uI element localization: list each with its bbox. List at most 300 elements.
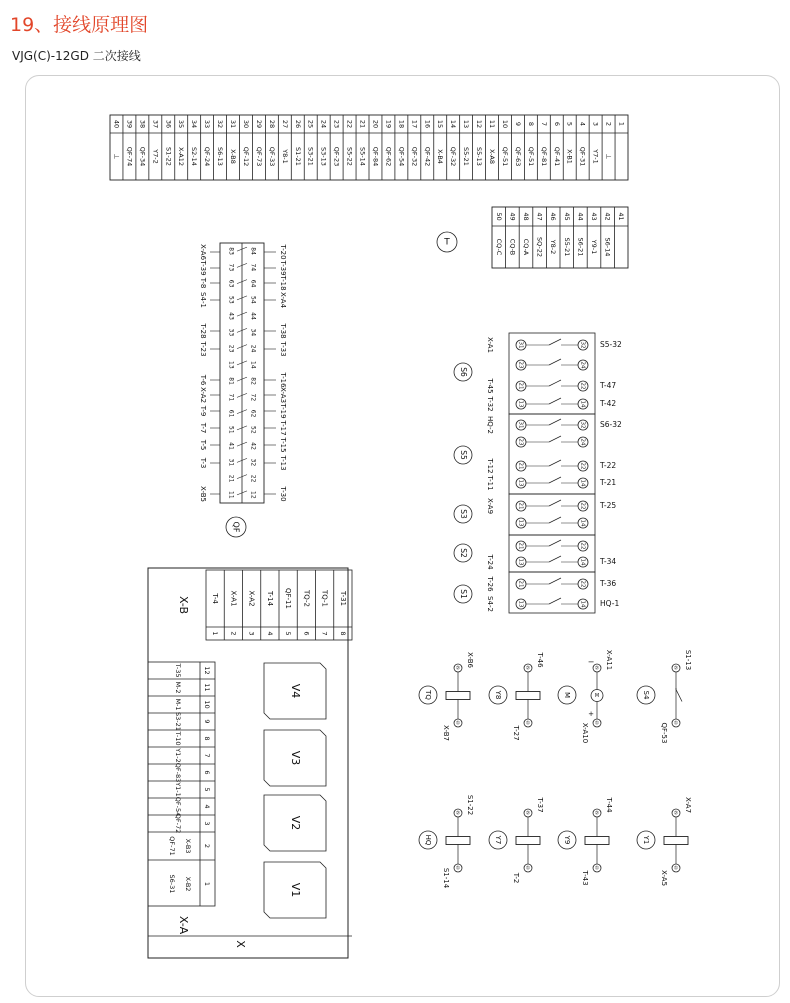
switch-right-label: S6-32 — [600, 420, 622, 429]
coil-terminal-number: ① — [455, 720, 461, 727]
strip-label: CQ-C — [494, 238, 503, 256]
xa-label: X-B2 — [184, 876, 192, 892]
polarity: − — [587, 657, 595, 667]
strip-label: ⊥ — [112, 153, 121, 160]
qf-contact-number: 64 — [249, 279, 257, 288]
switch-right-label: T-25 — [600, 501, 617, 510]
switch-contact — [549, 500, 561, 506]
qf-contact-number: 54 — [249, 296, 257, 304]
switch-block — [509, 494, 595, 535]
qf-contact-number: 81 — [227, 377, 235, 385]
strip-number: 11 — [488, 119, 497, 129]
x-name: X — [234, 940, 247, 948]
coil-bottom-label: T-2 — [512, 872, 520, 884]
strip-label: QF-24 — [203, 146, 212, 167]
switch-right-label: T-47 — [600, 381, 617, 390]
strip-label: QF-54 — [397, 146, 406, 167]
xb-number: 3 — [247, 631, 256, 636]
strip-label: QF-32 — [449, 146, 458, 167]
coil-top-label: T-46 — [536, 652, 544, 668]
xb-number: 2 — [229, 631, 238, 636]
varistor-label: V4 — [289, 683, 302, 699]
coil-body — [664, 837, 688, 845]
qf-left-label: T-3 — [199, 457, 207, 469]
strip-number: 22 — [345, 119, 354, 129]
strip-label: CQ-A — [522, 238, 530, 256]
strip-number: 47 — [535, 212, 544, 221]
strip-number: 27 — [280, 119, 289, 129]
coil-terminal-number: ② — [673, 665, 679, 672]
strip-number: 41 — [617, 212, 626, 221]
varistor-label: V3 — [289, 750, 302, 766]
switch-right-label: T-21 — [600, 478, 617, 487]
xb-label: X-A2 — [247, 590, 256, 607]
xa-label: Y1-2 — [174, 748, 182, 763]
strip-number: 15 — [436, 119, 445, 129]
coil-terminal-number: ② — [594, 810, 600, 817]
coil-top-label: X-B6 — [466, 652, 474, 668]
qf-contact-number: 21 — [227, 474, 235, 483]
switch-left-label: T-45 — [486, 378, 494, 394]
switch-contact — [549, 598, 561, 604]
switch-terminal-number: 13 — [517, 558, 524, 566]
strip-number: 12 — [475, 119, 484, 129]
qf-contact-number: 13 — [227, 361, 235, 369]
coil-name: Y8 — [494, 690, 502, 700]
strip-label: Y7-2 — [151, 149, 160, 164]
xa-label: S3-21 — [174, 712, 182, 731]
strip-number: 6 — [552, 121, 561, 127]
switch-terminal-number: 21 — [517, 382, 524, 390]
strip-number: 34 — [190, 119, 199, 129]
qf-left-label: T-7 — [199, 422, 207, 434]
qf-contact-number: 44 — [249, 312, 257, 320]
switch-terminal-number: 13 — [517, 479, 524, 487]
xa-label: Y1-1 — [174, 782, 182, 797]
strip-label: QF-31 — [578, 146, 587, 167]
strip-label: S5-22 — [345, 147, 354, 166]
switch-contact — [549, 380, 561, 386]
xb-number: 7 — [320, 631, 329, 636]
coil-terminal-number: ② — [455, 665, 461, 672]
qf-left-label: S4-1 — [199, 292, 207, 308]
qf-contact-number: 11 — [227, 491, 235, 499]
strip-label: S3-13 — [319, 147, 328, 166]
switch-terminal-number: 31 — [517, 341, 524, 349]
switch-terminal-number: 14 — [579, 479, 586, 487]
coil-bottom-label: X-A5 — [660, 869, 668, 887]
strip-label: QF-32 — [410, 146, 419, 167]
page-title: 19、接线原理图 — [10, 14, 149, 36]
coil-bottom-label: S1-14 — [442, 867, 450, 889]
qf-contact-number: 22 — [249, 474, 257, 483]
qf-contact-number: 73 — [227, 263, 235, 272]
strip-number: 24 — [319, 119, 328, 129]
switch-terminal-number: 22 — [579, 502, 586, 510]
strip-number: 7 — [539, 121, 548, 127]
xa-label: QF-54 — [174, 796, 182, 817]
qf-contact-number: 23 — [227, 344, 235, 353]
qf-right-label: T-33 — [279, 341, 287, 357]
strip-label: QF-62 — [384, 146, 393, 167]
strip-label: QF-81 — [539, 146, 548, 167]
xb-label: TQ-1 — [320, 590, 329, 607]
qf-contact-number: 71 — [227, 393, 235, 402]
switch-right-label: T-42 — [600, 399, 617, 408]
strip-number: 25 — [306, 119, 315, 129]
qf-right-label: T-38 — [279, 323, 287, 339]
strip-label: S2-14 — [190, 147, 199, 166]
strip-number: 10 — [500, 119, 509, 129]
strip-number: 31 — [229, 119, 238, 129]
switch-left-label: S4-2 — [486, 596, 494, 612]
strip-label: QF-63 — [513, 146, 522, 167]
qf-right-label: T-30 — [279, 486, 287, 502]
qf-contact-number: 72 — [249, 393, 257, 402]
qf-contact-number: 12 — [249, 491, 257, 499]
diagram-subtitle: VJG(C)-12GD 二次接线 — [12, 49, 141, 63]
qf-left-label: T-39 — [199, 260, 207, 276]
qf-contact-number: 53 — [227, 296, 235, 304]
strip-number: 1 — [617, 121, 626, 127]
xa-number: 3 — [203, 821, 211, 826]
coil-top-label: S1-13 — [684, 649, 692, 671]
qf-contact-number: 42 — [249, 442, 257, 450]
coil-terminal-number: ① — [673, 720, 679, 727]
qf-contact-number: 51 — [227, 426, 235, 434]
switch-contact — [549, 556, 561, 562]
strip-number: 17 — [410, 119, 419, 129]
xa-label: T-35 — [174, 663, 182, 678]
strip-label: QF-12 — [241, 146, 250, 167]
coil-terminal-number: ① — [525, 865, 531, 872]
qf-right-label: T-16 — [279, 372, 287, 388]
strip-label: S6-13 — [216, 147, 225, 166]
coil-terminal-number: ① — [525, 720, 531, 727]
xb-number: 1 — [211, 631, 220, 636]
xb-label: QF-11 — [284, 588, 293, 609]
coil-top-label: T-44 — [605, 797, 613, 813]
xa-number: 8 — [203, 736, 211, 741]
switch-terminal-number: 22 — [579, 382, 586, 390]
switch-left-label: X-A9 — [486, 497, 494, 515]
xa-number: 11 — [203, 683, 211, 692]
coil-body — [446, 692, 470, 700]
strip-number: 36 — [164, 119, 173, 129]
strip-label: Y8-2 — [549, 239, 558, 255]
qf-contact-number: 84 — [249, 247, 257, 255]
strip-number: 28 — [267, 119, 276, 129]
xa-number: 7 — [203, 753, 211, 758]
switch-terminal-number: 23 — [517, 361, 524, 369]
xa-number: 1 — [203, 881, 211, 887]
switch-name: S3 — [459, 509, 468, 519]
strip-label: Y7-1 — [591, 149, 600, 164]
strip-number: 4 — [578, 121, 587, 127]
qf-right-label: X-A4 — [279, 291, 287, 309]
coil-terminal-number: ② — [525, 665, 531, 672]
switch-terminal-number: 23 — [517, 438, 524, 446]
xa-number: 4 — [203, 804, 211, 809]
strip-number: 32 — [216, 119, 225, 129]
switch-contact — [549, 419, 561, 425]
qf-contact-number: 41 — [227, 442, 235, 450]
switch-left-label: T-12 — [486, 458, 494, 474]
strip-label: S1-21 — [293, 147, 302, 166]
xa-label: QF-83 — [174, 762, 182, 783]
coil-name: Y9 — [563, 835, 571, 845]
strip-label: S6-21 — [576, 237, 585, 257]
xa-label: T-10 — [174, 731, 182, 746]
qf-right-label: T-15 — [279, 437, 287, 453]
qf-left-label: X-A2 — [199, 386, 207, 404]
strip-label: S1-22 — [164, 147, 173, 166]
varistor-label: V2 — [289, 815, 302, 831]
coil-name: HQ — [424, 834, 432, 846]
xa-label: X-B3 — [184, 838, 192, 854]
strip-label: S5-13 — [475, 147, 484, 166]
switch-terminal-number: 21 — [517, 542, 524, 550]
qf-left-label: T-23 — [199, 341, 207, 357]
qf-contact-number: 63 — [227, 279, 235, 288]
strip-number: 33 — [203, 119, 212, 129]
switch-name: S1 — [459, 589, 468, 599]
coil-body — [516, 837, 540, 845]
strip-label: S6-14 — [603, 237, 612, 257]
qf-left-label: T-5 — [199, 439, 207, 451]
coil-bottom-label: T-27 — [512, 725, 520, 741]
switch-right-label: T-34 — [600, 557, 617, 566]
switch-terminal-number: 13 — [517, 600, 524, 608]
polarity: + — [588, 710, 594, 718]
strip-label: S5-21 — [562, 237, 571, 257]
xa-number: 12 — [203, 666, 211, 675]
coil-body — [585, 837, 609, 845]
xa-label: QF-71 — [168, 836, 176, 856]
coil-bottom-label: X-A10 — [581, 722, 589, 744]
strip-label: S3-21 — [306, 147, 315, 166]
strip-number: 3 — [591, 121, 600, 127]
coil-name: Y7 — [494, 835, 502, 845]
strip-label: SQ-22 — [535, 236, 544, 258]
qf-left-label: X-A6 — [199, 243, 207, 261]
strip-label: ⊥ — [604, 153, 613, 160]
switch-left-label: T-24 — [486, 554, 494, 570]
switch-terminal-number: 22 — [579, 462, 586, 470]
qf-left-label: T-28 — [199, 323, 207, 339]
xb-number: 8 — [338, 631, 347, 636]
strip-number: 50 — [494, 212, 503, 221]
strip-label: QF-73 — [254, 146, 263, 167]
strip-number: 9 — [513, 121, 522, 127]
strip-label: QF-41 — [552, 146, 561, 167]
qf-contact-number: 33 — [227, 328, 235, 337]
switch-right-label: T-36 — [600, 579, 617, 588]
qf-contact-number: 52 — [249, 426, 257, 434]
strip-number: 18 — [397, 119, 406, 129]
qf-contact-number: 83 — [227, 247, 235, 255]
strip-number: 19 — [384, 119, 393, 129]
strip-number: 43 — [590, 212, 598, 221]
strip-number: 8 — [526, 121, 535, 127]
coil-terminal-number: ② — [594, 665, 600, 672]
switch-terminal-number: 24 — [579, 438, 586, 446]
coil-name: M — [563, 691, 571, 699]
varistor-label: V1 — [289, 882, 302, 898]
strip-label: QF-34 — [138, 146, 147, 167]
strip-label: QF-33 — [267, 146, 276, 167]
coil-terminal-number: ② — [525, 810, 531, 817]
qf-contact-number: 62 — [249, 409, 257, 418]
switch-contact — [549, 436, 561, 442]
switch-terminal-number: 21 — [517, 580, 524, 588]
coil-top-label: X-A7 — [684, 796, 692, 814]
coil-body — [446, 837, 470, 845]
switch-name: S2 — [459, 548, 468, 558]
qf-right-label: X-A3 — [279, 386, 287, 404]
switch-terminal-number: 22 — [579, 542, 586, 550]
xa-label: M-2 — [174, 681, 182, 694]
switch-terminal-number: 24 — [579, 361, 586, 369]
switch-right-label: S5-32 — [600, 340, 622, 349]
switch-terminal-number: 14 — [579, 600, 586, 608]
strip-number: 5 — [565, 121, 574, 127]
strip-number: 26 — [293, 119, 302, 129]
switch-left-label: T-32 — [486, 396, 494, 412]
strip-label: QF-74 — [125, 146, 134, 167]
qf-contact-number: 82 — [249, 377, 257, 385]
strip-number: 38 — [138, 119, 147, 129]
strip-number: 44 — [576, 212, 585, 221]
qf-right-label: T-20 — [279, 244, 287, 260]
xb-label: T-31 — [338, 590, 347, 607]
coil-name: S4 — [642, 690, 650, 700]
strip-number: 37 — [151, 119, 160, 129]
coil-terminal-number: ② — [673, 810, 679, 817]
coil-terminal-number: ① — [594, 720, 600, 727]
strip-label: QF-84 — [371, 146, 380, 167]
switch-terminal-number: 32 — [579, 421, 586, 429]
coil-bottom-label: T-43 — [581, 870, 589, 886]
coil-body — [516, 692, 540, 700]
strip-label: QF-42 — [423, 146, 432, 167]
xa-label: S6-31 — [168, 874, 176, 894]
switch-contact — [549, 339, 561, 345]
qf-right-label: T-39 — [279, 260, 287, 276]
strip-number: 16 — [423, 119, 432, 129]
strip-number: 20 — [371, 119, 380, 129]
t-label: T — [444, 237, 450, 248]
strip-number: 42 — [603, 212, 612, 221]
switch-terminal-number: 13 — [517, 400, 524, 408]
coil-top-label: T-37 — [536, 797, 544, 813]
qf-contact-number: 34 — [249, 328, 257, 337]
strip-label: S5-21 — [462, 147, 471, 166]
qf-right-label: T-13 — [279, 455, 287, 471]
strip-label: QF-23 — [332, 146, 341, 167]
switch-terminal-number: 13 — [517, 519, 524, 527]
strip-number: 46 — [549, 212, 558, 221]
qf-contact-number: 14 — [249, 361, 257, 369]
strip-number: 40 — [112, 119, 121, 129]
coil-top-label: X-A11 — [605, 649, 613, 671]
strip-number: 29 — [254, 119, 263, 129]
switch-terminal-number: 32 — [579, 341, 586, 349]
strip-number: 14 — [449, 119, 458, 129]
switch-terminal-number: 14 — [579, 519, 586, 527]
switch-terminal-number: 31 — [517, 421, 524, 429]
strip-number: 13 — [462, 119, 471, 129]
qf-contact-number: 61 — [227, 409, 235, 418]
xb-number: 4 — [265, 631, 274, 636]
switch-contact — [549, 460, 561, 466]
strip-label: S5-14 — [358, 147, 367, 166]
strip-number: 48 — [522, 212, 530, 221]
qf-contact-number: 74 — [249, 263, 257, 272]
coil-terminal-number: ① — [594, 865, 600, 872]
xb-label: TQ-2 — [302, 590, 311, 607]
coil-name: TQ — [424, 690, 432, 700]
qf-left-label: T-8 — [199, 277, 207, 289]
strip-number: 21 — [358, 119, 367, 129]
strip-label: QF-51 — [500, 146, 509, 167]
strip-number: 39 — [125, 119, 134, 129]
switch-left-label: HQ-2 — [486, 416, 494, 434]
strip-label: CQ-B — [508, 238, 517, 256]
switch-terminal-number: 14 — [579, 558, 586, 566]
strip-label: X-B1 — [565, 149, 574, 164]
xa-number: 5 — [203, 787, 211, 792]
switch-terminal-number: 14 — [579, 400, 586, 408]
xb-number: 5 — [284, 631, 293, 636]
coil-terminal-number: ② — [455, 810, 461, 817]
xa-number: 2 — [203, 843, 211, 849]
switch-name: S5 — [459, 450, 468, 460]
switch-terminal-number: 22 — [579, 580, 586, 588]
coil-terminal-number: ① — [673, 865, 679, 872]
switch-contact — [676, 690, 682, 702]
strip-label: X-B8 — [229, 149, 238, 164]
switch-contact — [549, 578, 561, 584]
xb-label: T-14 — [265, 590, 274, 607]
coil-bottom-label: QF-53 — [660, 722, 668, 744]
coil-top-label: S1-22 — [466, 794, 474, 816]
strip-label: X-B4 — [436, 149, 445, 164]
xa-label: M-1 — [174, 698, 182, 711]
qf-left-label: T-9 — [199, 405, 207, 417]
xb-label: X-A1 — [229, 590, 238, 607]
switch-terminal-number: 21 — [517, 502, 524, 510]
strip-number: 30 — [241, 119, 250, 129]
qf-contact-number: 31 — [227, 458, 235, 467]
xb-name: X-B — [177, 595, 190, 615]
coil-terminal-number: ① — [455, 865, 461, 872]
qf-left-label: X-B5 — [199, 486, 207, 502]
xa-name: X-A — [177, 915, 190, 935]
qf-right-label: T-18 — [279, 275, 287, 291]
strip-number: 35 — [177, 119, 186, 129]
switch-contact — [549, 517, 561, 523]
qf-right-label: T-17 — [279, 420, 287, 436]
switch-contact — [549, 398, 561, 404]
switch-left-label: X-A1 — [486, 336, 494, 354]
xa-number: 10 — [203, 700, 211, 709]
switch-contact — [549, 477, 561, 483]
qf-left-label: T-6 — [199, 374, 207, 386]
switch-name: S6 — [459, 367, 468, 377]
xa-number: 9 — [203, 719, 211, 724]
switch-right-label: HQ-1 — [600, 599, 620, 608]
